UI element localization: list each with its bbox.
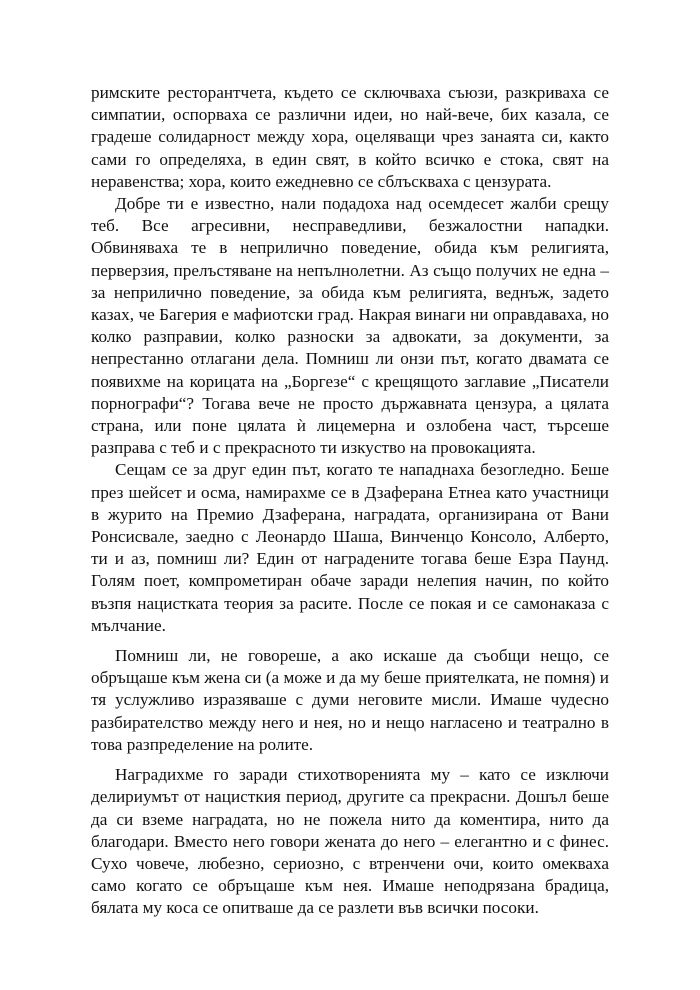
paragraph-2: Добре ти е известно, нали подадоха над осемдесет жалби срещу теб. Все агресивни, несправедливи, безжалостни нападки. Обвиняваха те в неприлично поведение, обида към религията, перверзия, прелъстяване на непълнолетни. Аз също получих не една – за неприлично поведение, за обида към религията, веднъж, задето казах, че Багерия е мафиотски град. Накрая винаги ни оправдаваха, но колко разправии, колко разноски за адвокати, за документи, за непрестанно отлагани дела. Помниш ли онзи път, когато двамата се появихме на корицата на „Боргезе“ с крещящото заглавие „Писатели порнографи“? Тогава вече не просто държавната цензура, а цялата страна, или поне цялата ѝ лицемерна и озлобена част, търсеше разправа с теб и с прекрасното ти изкуство на провокацията. — [91, 194, 609, 458]
document-page — [91, 82, 609, 920]
paragraph-4: Помниш ли, не говореше, а ако искаше да съобщи нещо, се обръщаше към жена си (а може и да му беше приятелката, не помня) и тя услужливо изразяваше с думи неговите мисли. Имаше чудесно разбирателство между него и нея, но и нещо нагласено и театрално в това разпределение на ролите. — [91, 646, 609, 754]
paragraph-1: римските ресторантчета, където се сключваха съюзи, разкриваха се симпатии, оспорваха се различни идеи, но най-вече, бих казала, се градеше солидарност между хора, оцеляващи чрез занаята си, както сами го определяха, в един свят, в който всичко е стока, свят на неравенства; хора, които ежедневно се сблъскваха с цензурата. — [91, 83, 609, 191]
paragraph-5: Наградихме го заради стихотворенията му – като се изключи делириумът от нацисткия период, другите са прекрасни. Дошъл беше да си вземе наградата, но не пожела нито да коментира, нито да благодари. Вместо него говори жената до него – елегантно и с финес. Сухо човече, любезно, сериозно, с втренчени очи, които омекваха само когато се обръщаше към нея. Имаше неподрязана брадица, бялата му коса се опитваше да се разлети във всички посоки. — [91, 765, 609, 918]
paragraph-3: Сещам се за друг един път, когато те нападнаха безогледно. Беше през шейсет и осма, намирахме се в Дзаферана Етнеа като участници в журито на Премио Дзаферана, наградата, организирана от Вани Ронсисвале, заедно с Леонардо Шаша, Винченцо Консоло, Алберто, ти и аз, помниш ли? Един от наградените тогава беше Езра Паунд. Голям поет, компрометиран обаче заради нелепия начин, по който възпя нацистката теория за расите. После се покая и се самонаказа с мълчание. — [91, 460, 609, 635]
